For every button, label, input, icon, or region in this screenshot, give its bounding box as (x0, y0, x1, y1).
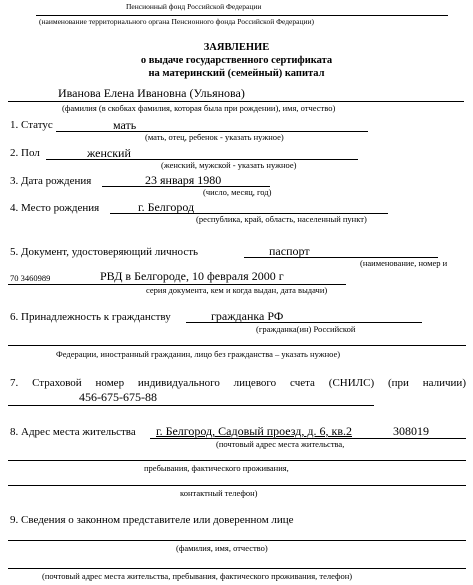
representative-hint-2: (почтовый адрес места жительства, пребывания, фактического проживания, телефон) (42, 571, 353, 581)
snils-label (10, 378, 466, 389)
snils-label-word: (СНИЛС) (328, 377, 375, 389)
birth-date-label: 3. Дата рождения (10, 175, 92, 187)
address-line-3 (8, 485, 466, 486)
representative-hint-1: (фамилия, имя, отчество) (176, 543, 268, 553)
citizenship-hint: (гражданка(ин) Российской (256, 324, 356, 334)
birth-place-hint: (республика, край, область, населенный пункт) (196, 214, 367, 224)
document-issued: РВД в Белгороде, 10 февраля 2000 г (100, 269, 284, 283)
document-hint-right: (наименование, номер и (360, 258, 448, 268)
address-postcode: 308019 (393, 424, 429, 438)
status-value: мать (113, 118, 137, 132)
document-label: 5. Документ, удостоверяющий личность (10, 246, 199, 258)
birth-date-hint: (число, месяц, год) (203, 187, 272, 197)
fund-name: Пенсионный фонд Российской Федерации (126, 2, 262, 11)
address-value: г. Белгород, Садовый проезд, д. 6, кв.2 (156, 424, 353, 438)
document-number: 70 3460989 (10, 273, 51, 283)
applicant-hint: (фамилия (в скобках фамилия, которая была при рождении), имя, отчество) (62, 103, 336, 113)
title-line-1: ЗАЯВЛЕНИЕ (203, 42, 270, 53)
address-hint-1: (почтовый адрес места жительства, (216, 439, 345, 449)
birth-date-value: 23 января 1980 (145, 173, 222, 187)
snils-value: 456-675-675-88 (79, 390, 157, 404)
title-line-3: на материнский (семейный) капитал (148, 68, 325, 79)
applicant-line (8, 101, 464, 102)
snils-label-word: 7. (10, 377, 19, 389)
title-line-2: о выдаче государственного сертификата (140, 55, 333, 66)
citizenship-hint-2: Федерации, иностранный гражданин, лицо без гражданства – указать нужное) (56, 349, 341, 359)
address-line-2 (8, 460, 466, 461)
address-hint-3: контактный телефон) (180, 488, 258, 498)
representative-line-1 (8, 540, 466, 541)
snils-label-word: (при (387, 377, 409, 389)
snils-label-word: наличии) (422, 377, 466, 389)
snils-label-word: лицевого (233, 377, 277, 389)
fund-line (36, 15, 448, 16)
gender-label: 2. Пол (10, 147, 40, 159)
birth-place-value: г. Белгород (138, 200, 195, 214)
applicant-name: Иванова Елена Ивановна (Ульянова) (58, 86, 245, 100)
snils-line (8, 405, 374, 406)
citizenship-value: гражданка РФ (211, 309, 284, 323)
address-label: 8. Адрес места жительства (10, 426, 136, 438)
birth-place-label: 4. Место рождения (10, 202, 100, 214)
status-label: 1. Статус (10, 119, 53, 131)
gender-hint: (женский, мужской - указать нужное) (161, 160, 297, 170)
document-value: паспорт (269, 244, 310, 258)
snils-label-word: номер (95, 377, 125, 389)
document-hint-2: серия документа, кем и когда выдан, дата выдачи) (146, 285, 328, 295)
representative-line-2 (8, 568, 466, 569)
address-hint-2: пребывания, фактического проживания, (144, 463, 289, 473)
fund-hint: (наименование территориального органа Пенсионного фонда Российской Федерации) (39, 17, 315, 26)
status-hint: (мать, отец, ребенок - указать нужное) (145, 132, 284, 142)
citizenship-line-2 (8, 345, 466, 346)
citizenship-label: 6. Принадлежность к гражданству (10, 311, 171, 323)
snils-label-word: индивидуального (137, 377, 220, 389)
snils-label-word: Страховой (32, 377, 82, 389)
representative-label: 9. Сведения о законном представителе или доверенном лице (10, 514, 294, 526)
citizenship-line (186, 322, 422, 323)
snils-label-word: счета (290, 377, 315, 389)
gender-value: женский (87, 146, 131, 160)
